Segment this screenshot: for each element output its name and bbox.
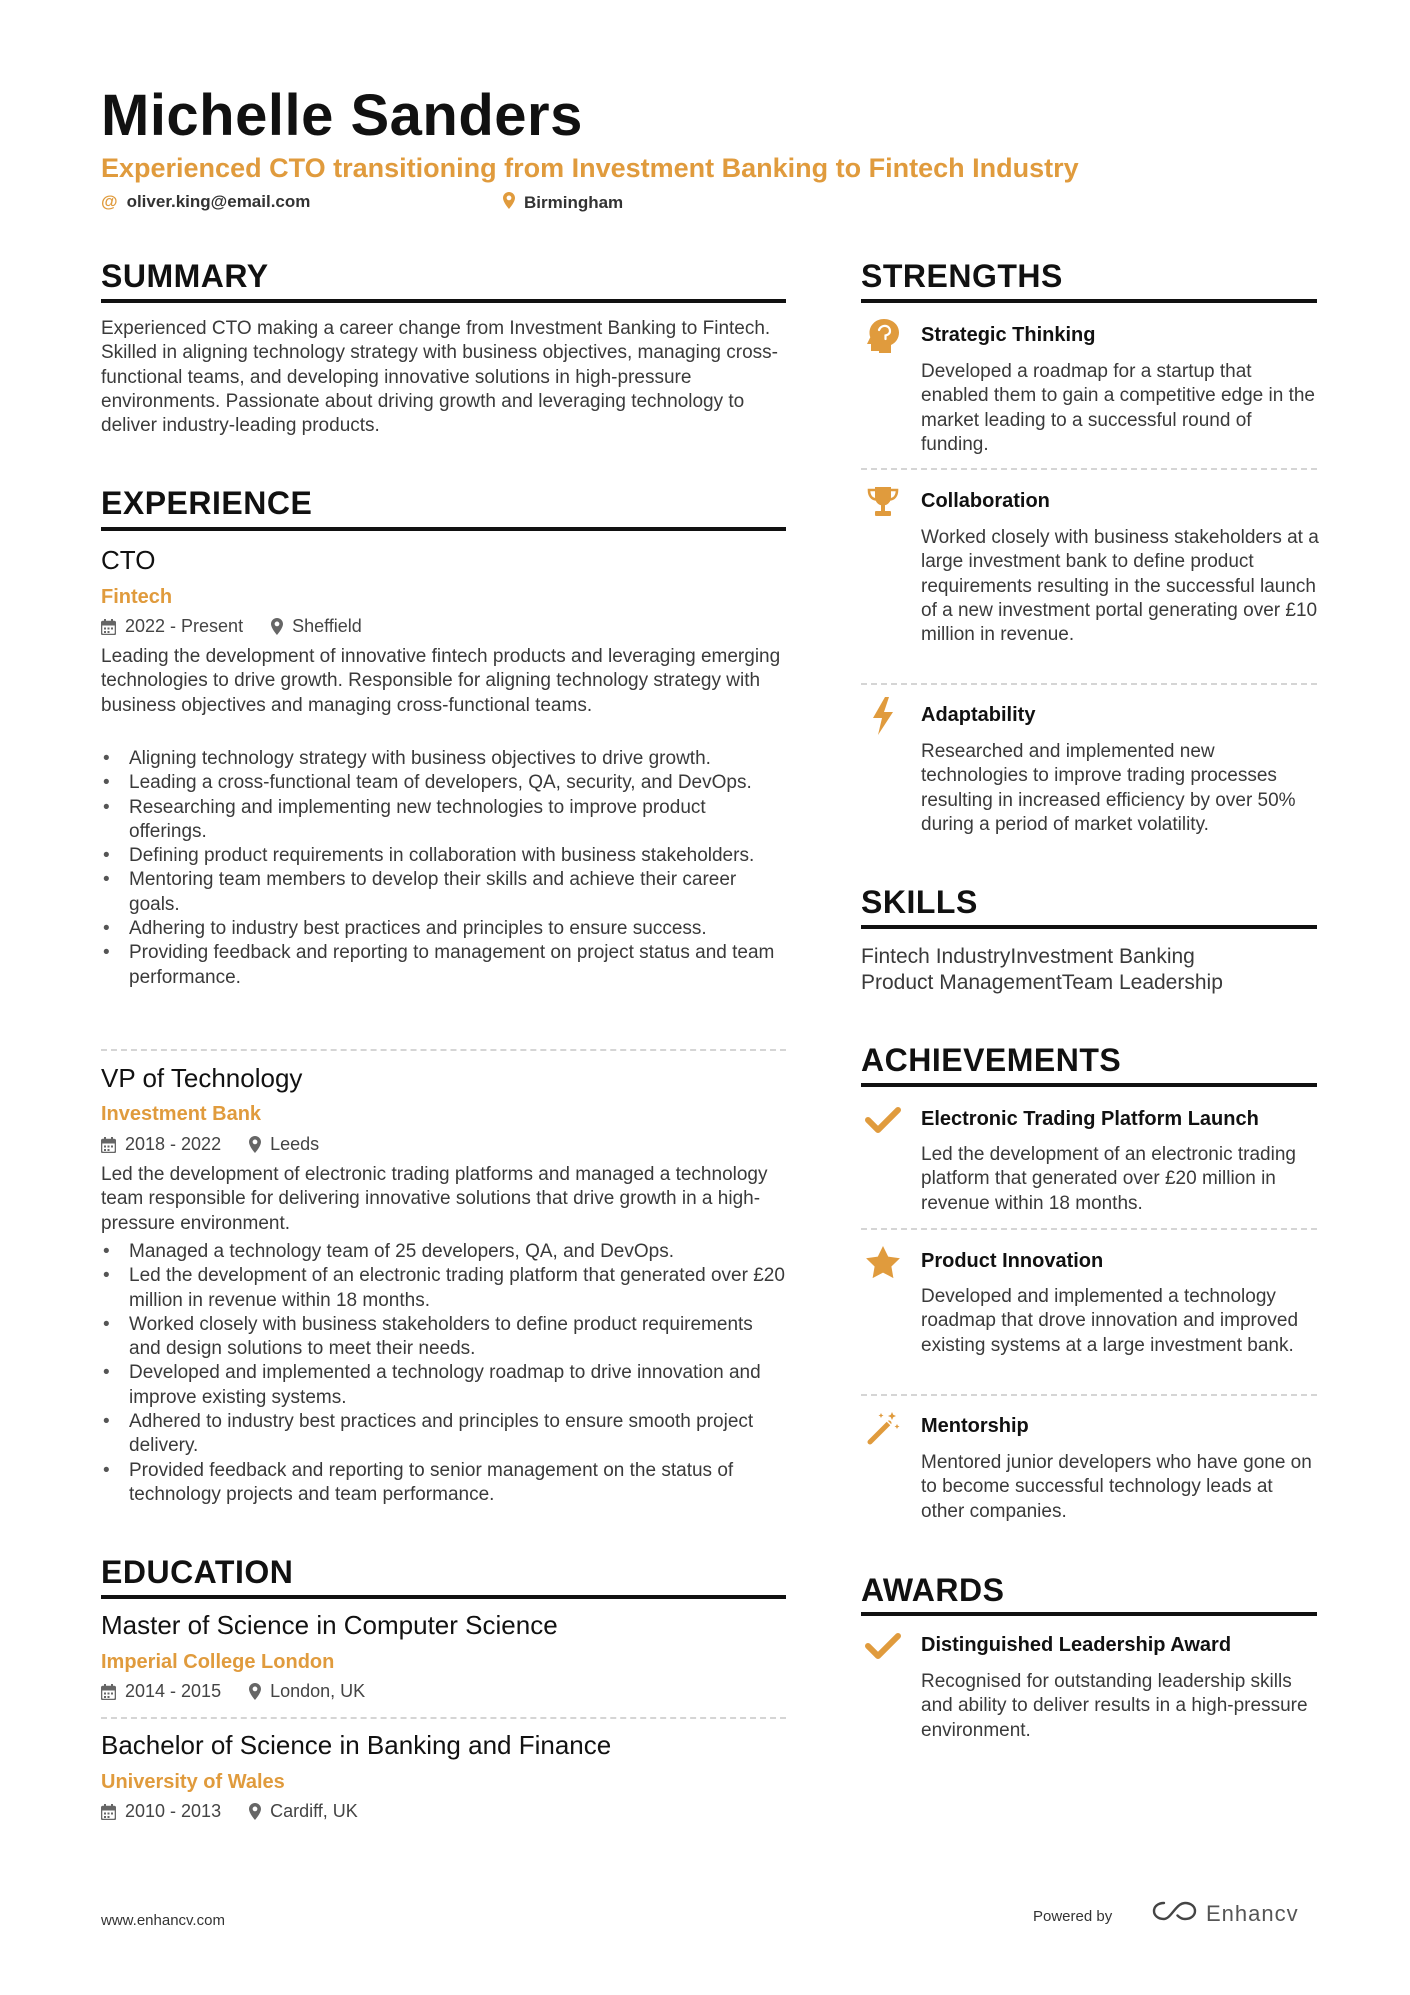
job-dates: 2018 - 2022 — [125, 1134, 222, 1154]
brand-logo[interactable] — [1152, 1900, 1299, 1927]
summary-heading: SUMMARY — [101, 258, 269, 294]
skills-divider — [861, 925, 1317, 929]
checkmark-icon — [863, 1626, 903, 1666]
award-text: Recognised for outstanding leadership skills and ability to deliver results in a high-pressure environment. — [921, 1671, 1308, 1741]
head-icon — [863, 316, 903, 356]
education-location: Cardiff, UK — [270, 1801, 358, 1821]
job-role: VP of Technology — [101, 1063, 303, 1093]
location-pin-icon — [503, 192, 515, 214]
job-description: Led the development of electronic trading platforms and managed a technology team responsible for delivering innovative solutions that drive growth in a high-pressure environment. — [101, 1164, 768, 1234]
job-description: Leading the development of innovative fintech products and leveraging emerging technologies to drive growth. Responsible for aligning technology strategy with business objectives and managing cross-functional teams. — [101, 646, 781, 716]
strength-text: Developed a roadmap for a startup that enabled them to gain a competitive edge in the market leading to a successful round of funding. — [921, 361, 1315, 455]
list-item: • Mentoring team members to develop their skills and achieve their career goals. — [101, 868, 786, 917]
education-school: University of Wales — [101, 1771, 285, 1793]
achievement-title: Product Innovation — [921, 1250, 1104, 1272]
list-item: • Led the development of an electronic trading platform that generated over £20 million in revenue within 18 months. — [101, 1264, 786, 1313]
infinity-logo-icon — [1152, 1900, 1198, 1927]
list-item: • Provided feedback and reporting to senior management on the status of technology projects and team performance. — [101, 1459, 786, 1508]
powered-by-label: Powered by — [1033, 1908, 1113, 1925]
achievement-title: Electronic Trading Platform Launch — [921, 1108, 1259, 1130]
calendar-icon — [101, 1137, 116, 1153]
list-item: • Leading a cross-functional team of developers, QA, security, and DevOps. — [101, 771, 786, 795]
skills-line: Product ManagementTeam Leadership — [861, 970, 1223, 994]
lightning-icon — [863, 696, 903, 736]
education-heading: EDUCATION — [101, 1554, 294, 1590]
location-pin-icon — [271, 618, 283, 635]
achievement-title: Mentorship — [921, 1415, 1029, 1437]
job-role: CTO — [101, 545, 156, 575]
list-item: • Researching and implementing new technologies to improve product offerings. — [101, 796, 786, 845]
location-pin-icon — [249, 1136, 261, 1153]
skills-heading: SKILLS — [861, 884, 978, 920]
at-icon: @ — [101, 192, 118, 211]
education-location: London, UK — [270, 1681, 366, 1701]
achievement-text: Led the development of an electronic trading platform that generated over £20 million in revenue within 18 months. — [921, 1144, 1296, 1214]
job-location: Leeds — [270, 1134, 320, 1154]
summary-text: Experienced CTO making a career change from Investment Banking to Fintech. Skilled in aligning technology strategy with business objectives, managing cross-functional teams, and developing innovative solutions in high-pressure environments. Passionate about driving growth and leveraging technology to deliver industry-leading products. — [101, 318, 778, 437]
strength-title: Strategic Thinking — [921, 324, 1096, 346]
education-degree: Master of Science in Computer Science — [101, 1610, 558, 1640]
calendar-icon — [101, 619, 116, 635]
achievement-text: Developed and implemented a technology roadmap that drove innovation and improved existing systems at a large investment bank. — [921, 1286, 1299, 1356]
education-meta — [101, 1681, 786, 1702]
list-item: • Developed and implemented a technology roadmap to drive innovation and improve existing systems. — [101, 1361, 786, 1410]
location-text: Birmingham — [524, 193, 624, 212]
location-pin-icon — [249, 1683, 261, 1700]
awards-divider — [861, 1612, 1317, 1616]
award-title: Distinguished Leadership Award — [921, 1634, 1232, 1656]
job-company: Investment Bank — [101, 1103, 262, 1125]
strengths-divider — [861, 299, 1317, 303]
strengths-heading: STRENGTHS — [861, 258, 1063, 294]
job-separator — [101, 1049, 786, 1051]
strength-text: Researched and implemented new technologies to improve trading processes resulting in increased efficiency by over 50% during a period of market volatility. — [921, 741, 1296, 835]
education-degree: Bachelor of Science in Banking and Finance — [101, 1730, 612, 1760]
job-dates: 2022 - Present — [125, 616, 244, 636]
job-bullets — [101, 1240, 786, 1507]
location-pin-icon — [249, 1803, 261, 1820]
achievements-heading: ACHIEVEMENTS — [861, 1042, 1122, 1078]
job-meta — [101, 616, 786, 637]
candidate-name: Michelle Sanders — [101, 83, 583, 148]
strength-text: Worked closely with business stakeholders at a large investment bank to define product requirements resulting in the successful launch of a new investment portal generating over £10 million in revenue. — [921, 527, 1319, 646]
brand-name: Enhancv — [1206, 1900, 1299, 1926]
achievements-divider — [861, 1083, 1317, 1087]
list-item: • Defining product requirements in collaboration with business stakeholders. — [101, 844, 786, 868]
education-dates: 2014 - 2015 — [125, 1681, 222, 1701]
list-item: • Worked closely with business stakeholders to define product requirements and design solutions to meet their needs. — [101, 1313, 786, 1362]
experience-divider — [101, 527, 786, 531]
list-item: • Managed a technology team of 25 developers, QA, and DevOps. — [101, 1240, 786, 1264]
footer-url[interactable]: www.enhancv.com — [101, 1912, 225, 1929]
job-bullets — [101, 747, 786, 990]
checkmark-icon — [863, 1100, 903, 1140]
education-school: Imperial College London — [101, 1651, 335, 1673]
achievement-text: Mentored junior developers who have gone on to become successful technology leads at other companies. — [921, 1452, 1312, 1522]
awards-heading: AWARDS — [861, 1572, 1005, 1608]
list-item: • Aligning technology strategy with business objectives to drive growth. — [101, 747, 786, 771]
strength-title: Adaptability — [921, 704, 1036, 726]
calendar-icon — [101, 1804, 116, 1820]
trophy-icon — [863, 482, 903, 522]
skills-list — [861, 944, 1317, 995]
star-icon — [863, 1242, 903, 1282]
magic-wand-icon — [863, 1407, 903, 1447]
list-item: • Adhering to industry best practices and principles to ensure success. — [101, 917, 786, 941]
experience-heading: EXPERIENCE — [101, 485, 313, 521]
education-meta — [101, 1801, 786, 1822]
strength-separator — [861, 683, 1317, 685]
strength-separator — [861, 468, 1317, 470]
summary-divider — [101, 299, 786, 303]
list-item: • Adhered to industry best practices and principles to ensure smooth project delivery. — [101, 1410, 786, 1459]
contact-location — [503, 192, 623, 214]
calendar-icon — [101, 1684, 116, 1700]
email-text: oliver.king@email.com — [126, 192, 311, 211]
education-divider — [101, 1595, 786, 1599]
job-company: Fintech — [101, 586, 173, 608]
contact-email[interactable] — [101, 192, 310, 212]
achievement-separator — [861, 1394, 1317, 1396]
skills-line: Fintech IndustryInvestment Banking — [861, 945, 1195, 968]
job-location: Sheffield — [292, 616, 362, 636]
job-meta — [101, 1134, 786, 1155]
education-dates: 2010 - 2013 — [125, 1801, 222, 1821]
list-item: • Providing feedback and reporting to management on project status and team performance. — [101, 941, 786, 990]
strength-title: Collaboration — [921, 490, 1050, 512]
achievement-separator — [861, 1228, 1317, 1230]
education-separator — [101, 1717, 786, 1719]
candidate-headline: Experienced CTO transitioning from Investment Banking to Fintech Industry — [101, 153, 1079, 183]
